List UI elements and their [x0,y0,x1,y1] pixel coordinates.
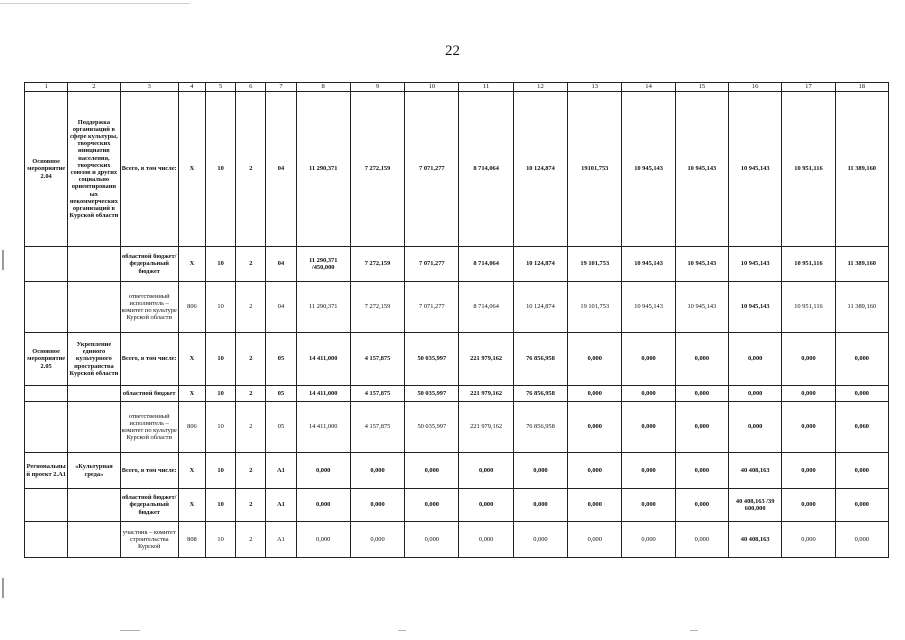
table-cell: 0,000 [568,386,622,402]
column-header: 18 [835,83,888,92]
table-cell: 10 [206,386,236,402]
table-cell: 0,000 [296,522,350,558]
table-cell: 4 157,875 [350,402,404,453]
table-cell: 7 272,159 [350,282,404,333]
table-cell: областной бюджет [120,386,178,402]
table-cell: 0,000 [835,522,888,558]
table-cell: 10 124,874 [513,282,567,333]
column-header: 9 [350,83,404,92]
table-cell: 0,000 [675,333,728,386]
table-cell: 2 [236,453,266,489]
table-cell: 0,000 [622,489,675,522]
table-cell [25,402,68,453]
table-cell: 40 408,163 [729,453,782,489]
table-cell: 0,000 [459,453,513,489]
column-header: 14 [622,83,675,92]
table-cell: областной бюджет/ федеральный бюджет [120,489,178,522]
table-cell: 11 290,371 [296,282,350,333]
table-cell: 10 124,874 [513,92,567,247]
table-cell: 0,000 [675,489,728,522]
table-cell: Всего, в том числе: [120,92,178,247]
table-cell: 0,000 [568,402,622,453]
table-cell: 0,000 [835,453,888,489]
table-cell: 808 [178,522,205,558]
table-cell: 0,000 [835,333,888,386]
table-cell: Поддержка организаций в сфере культуры, творческих инициатив населения, творческих союзов и других социально ориентированных некоммерческих организаций в Курской области [68,92,120,247]
table-cell: 0,000 [622,453,675,489]
column-header: 3 [120,83,178,92]
table-row [25,92,889,247]
table-cell: 0,000 [459,489,513,522]
scan-bottom-mark [120,630,140,631]
table-cell: A1 [266,453,296,489]
table-row [25,247,889,282]
table-cell: 10 [206,282,236,333]
table-cell: ответственный исполнитель – комитет по культуре Курской области [120,282,178,333]
table-cell: 0,000 [405,489,459,522]
table-cell: 10 951,116 [782,247,835,282]
table-cell: 8 714,064 [459,247,513,282]
table-cell: 10 945,143 [622,247,675,282]
table-cell [68,402,120,453]
table-cell: 0,000 [568,522,622,558]
table-cell: 4 157,875 [350,333,404,386]
column-header: 7 [266,83,296,92]
table-cell: X [178,453,205,489]
table-cell: 2 [236,402,266,453]
table-cell: X [178,92,205,247]
table-cell [25,522,68,558]
table-cell: Всего, в том числе: [120,333,178,386]
table-cell: областной бюджет/ федеральный бюджет [120,247,178,282]
table-cell: 10 945,143 [729,92,782,247]
table-cell [68,247,120,282]
table-cell: 0,000 [350,453,404,489]
table-cell [68,282,120,333]
table-cell: 7 272,159 [350,92,404,247]
table-cell: 76 856,958 [513,386,567,402]
table-cell: 11 389,160 [835,92,888,247]
table-cell: 7 071,277 [405,92,459,247]
table-cell: 2 [236,386,266,402]
table-cell: 10 [206,92,236,247]
table-cell: Укрепление единого культурного пространства Курской области [68,333,120,386]
table-cell: 10 124,874 [513,247,567,282]
table-cell: Основное мероприятие 2.05 [25,333,68,386]
column-header: 13 [568,83,622,92]
column-header: 5 [206,83,236,92]
table-cell: 05 [266,402,296,453]
table-cell: Основное мероприятие 2.04 [25,92,68,247]
table-cell: 0,000 [782,402,835,453]
table-cell: 0,000 [296,489,350,522]
table-cell: 05 [266,386,296,402]
table-cell: 4 157,875 [350,386,404,402]
table-cell: 14 411,000 [296,402,350,453]
scan-bottom-mark [690,630,698,631]
table-cell: X [178,247,205,282]
table-cell: 0,000 [675,386,728,402]
table-cell: 221 979,162 [459,402,513,453]
table-cell [25,282,68,333]
table-cell: 2 [236,489,266,522]
table-cell: A1 [266,522,296,558]
table-cell: 10 951,116 [782,282,835,333]
table-cell: 76 856,958 [513,402,567,453]
table-cell: 0,000 [459,522,513,558]
table-row [25,489,889,522]
table-cell: 0,000 [782,453,835,489]
table-cell: 11 389,160 [835,247,888,282]
table-cell: 221 979,162 [459,333,513,386]
table-cell: 10 945,143 [729,247,782,282]
table-cell: 0,000 [513,522,567,558]
table-cell: 0,000 [622,522,675,558]
table-cell [25,247,68,282]
table-cell: 50 035,997 [405,386,459,402]
scan-edge-line [0,3,190,4]
table-cell: 8 714,064 [459,92,513,247]
table-cell: 05 [266,333,296,386]
table-cell [68,386,120,402]
table-cell: 0,000 [729,402,782,453]
table-cell: 0,000 [835,489,888,522]
table-row [25,453,889,489]
table-cell: X [178,489,205,522]
table-cell: 2 [236,92,266,247]
table-cell: 0,000 [782,522,835,558]
table-cell: 8 714,064 [459,282,513,333]
table-cell: 14 411,000 [296,333,350,386]
table-cell: 2 [236,333,266,386]
table-cell: 0,000 [405,453,459,489]
table-cell: 2 [236,522,266,558]
table-cell: 2 [236,282,266,333]
table-cell: 19 101,753 [568,247,622,282]
table-cell: 76 856,958 [513,333,567,386]
table-cell: 10 945,143 [675,92,728,247]
table-cell [68,489,120,522]
table-cell [25,489,68,522]
table-cell: 10 945,143 [675,247,728,282]
table-cell: 14 411,000 [296,386,350,402]
table-cell: 0,000 [513,489,567,522]
column-header: 2 [68,83,120,92]
table-cell: 10 945,143 [622,92,675,247]
column-header: 12 [513,83,567,92]
table-body [25,92,889,558]
table-cell: 7 071,277 [405,282,459,333]
table-cell: 0,000 [350,522,404,558]
table-cell: 0,000 [782,386,835,402]
column-header: 17 [782,83,835,92]
table-cell: 7 071,277 [405,247,459,282]
column-header: 6 [236,83,266,92]
table-cell: 2 [236,247,266,282]
table-cell: 11 290,371 [296,92,350,247]
table-cell: 0,000 [782,489,835,522]
page-number: 22 [445,43,460,59]
table-cell: 10 [206,247,236,282]
column-header: 8 [296,83,350,92]
table-cell: 221 979,162 [459,386,513,402]
table-cell: 10 [206,453,236,489]
table-cell: 40 408,163 /39 600,000 [729,489,782,522]
table-cell: 0,000 [622,333,675,386]
table-cell: 7 272,159 [350,247,404,282]
table-cell: 04 [266,282,296,333]
table-cell: 10 945,143 [622,282,675,333]
table-cell: 19 101,753 [568,282,622,333]
scan-margin-mark [2,250,4,270]
table-cell: 04 [266,92,296,247]
table-cell: 0,000 [350,489,404,522]
table-row [25,282,889,333]
table-cell: 10 951,116 [782,92,835,247]
table-cell: Всего, в том числе: [120,453,178,489]
table-cell: X [178,333,205,386]
table-cell: 10 [206,489,236,522]
table-cell: 0,000 [513,453,567,489]
table-cell: 0,000 [675,522,728,558]
scan-margin-mark [2,578,4,598]
header-row [25,83,889,92]
table-cell: X [178,386,205,402]
column-header: 16 [729,83,782,92]
table-cell: 19101,753 [568,92,622,247]
table-cell: 0,000 [675,402,728,453]
column-header: 10 [405,83,459,92]
table-cell: 40 408,163 [729,522,782,558]
table-cell: 50 035,997 [405,402,459,453]
column-header: 11 [459,83,513,92]
table-row [25,402,889,453]
table-cell: 0,000 [729,333,782,386]
table-cell: 0,000 [835,386,888,402]
table-row [25,386,889,402]
table-cell: 50 035,997 [405,333,459,386]
table-cell: 10 [206,333,236,386]
table-cell: 0,060 [835,402,888,453]
table-cell: 10 945,143 [675,282,728,333]
table-cell: 10 [206,402,236,453]
table-cell: 0,000 [622,386,675,402]
table-cell [25,386,68,402]
table-cell: участник – комитет строительства Курской [120,522,178,558]
table-cell: 0,000 [568,489,622,522]
table-cell: 0,000 [675,453,728,489]
table-cell [68,522,120,558]
table-cell: 0,000 [782,333,835,386]
table-cell: ответственный исполнитель – комитет по культуре Курской области [120,402,178,453]
column-header: 4 [178,83,205,92]
table-cell: 04 [266,247,296,282]
column-header: 1 [25,83,68,92]
scan-bottom-mark [398,630,406,631]
budget-table [24,82,889,558]
table-row [25,333,889,386]
table-cell: 10 945,143 [729,282,782,333]
table-cell: 806 [178,402,205,453]
table-cell: A1 [266,489,296,522]
table-cell: 10 [206,522,236,558]
table-cell: 0,000 [405,522,459,558]
table-cell: 0,000 [568,333,622,386]
table-row [25,522,889,558]
table-cell: Региональный проект 2.А1 [25,453,68,489]
table-cell: 0,000 [296,453,350,489]
table-cell: 11 389,160 [835,282,888,333]
table-cell: 0,000 [622,402,675,453]
table-cell: 0,000 [568,453,622,489]
table-cell: 11 290,371 /450,000 [296,247,350,282]
column-header: 15 [675,83,728,92]
table-cell: 0,000 [729,386,782,402]
table-cell: 806 [178,282,205,333]
table-cell: «Культурная среда» [68,453,120,489]
